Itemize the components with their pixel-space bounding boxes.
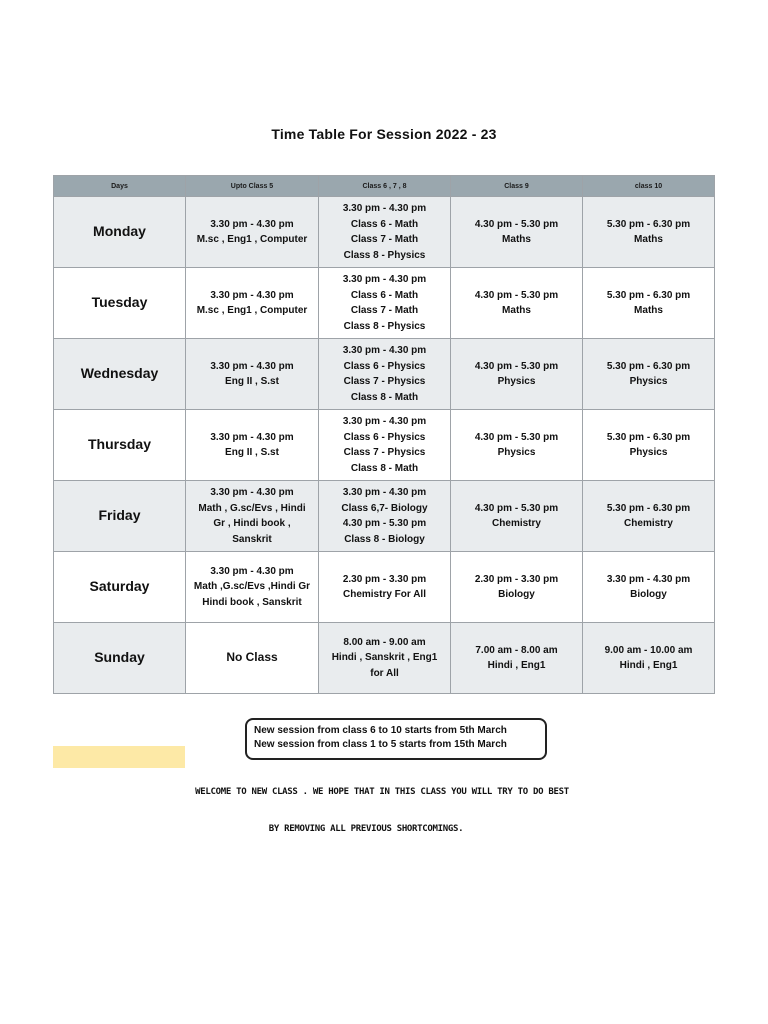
upto-class-5-cell (186, 197, 319, 268)
upto-class-5-cell (186, 481, 319, 552)
cell-line: 3.30 pm - 4.30 pm (342, 487, 427, 498)
cell-line: 3.30 pm - 4.30 pm (210, 431, 294, 443)
class-10-cell (583, 481, 715, 552)
cell-line: 3.30 pm - 4.30 pm (606, 573, 691, 585)
cell-line: 4.30 pm - 5.30 pm (474, 218, 559, 230)
table-row (54, 552, 715, 623)
upto-class-5-cell (186, 339, 319, 410)
cell-line: Class 6 - Math (350, 289, 419, 301)
cell-line: 5.30 pm - 6.30 pm (606, 360, 691, 372)
table-row (54, 623, 715, 694)
table-row (54, 339, 715, 410)
class-6-7-8-cell (319, 410, 451, 481)
cell-line: 3.30 pm - 4.30 pm (210, 218, 294, 230)
cell-line: 4.30 pm - 5.30 pm (474, 502, 559, 514)
cell-line: 3.30 pm - 4.30 pm (210, 289, 294, 301)
day-cell: Wednesday (54, 339, 186, 410)
table-row (54, 410, 715, 481)
cell-line: Gr , Hindi book , (213, 518, 291, 529)
table-row (54, 268, 715, 339)
cell-line: Math ,G.sc/Evs ,Hindi Gr (193, 581, 311, 593)
cell-line: Class 8 - Physics (343, 249, 426, 261)
class-6-7-8-cell (319, 197, 451, 268)
cell-line: Class 6 - Physics (343, 360, 426, 372)
class-10-cell (583, 623, 715, 694)
cell-line: Maths (634, 305, 663, 316)
cell-line: Class 8 - Physics (343, 320, 426, 332)
cell-line: Hindi , Eng1 (619, 660, 678, 671)
cell-line: Eng II , S.st (225, 447, 279, 458)
cell-line: 3.30 pm - 4.30 pm (210, 487, 294, 498)
notice-line: New session from class 6 to 10 starts from 5th March (254, 725, 507, 736)
cell-line: 5.30 pm - 6.30 pm (606, 431, 691, 443)
cell-line: Hindi , Sanskrit , Eng1 (331, 652, 438, 664)
cell-line: 4.30 pm - 5.30 pm (474, 360, 559, 372)
cell-line: 3.30 pm - 4.30 pm (342, 274, 427, 285)
timetable (53, 175, 715, 694)
cell-line: for All (370, 667, 399, 679)
cell-line: 5.30 pm - 6.30 pm (606, 289, 691, 301)
cell-line: M.sc , Eng1 , Computer (196, 305, 308, 316)
class-9-cell (451, 197, 583, 268)
cell-line: 3.30 pm - 4.30 pm (210, 565, 294, 577)
cell-line: Physics (497, 376, 536, 387)
cell-line: Maths (502, 305, 531, 316)
header-days: Days (54, 176, 186, 197)
cell-line: 4.30 pm - 5.30 pm (474, 289, 559, 301)
upto-class-5-cell (186, 623, 319, 694)
cell-line: 3.30 pm - 4.30 pm (342, 203, 427, 214)
class-9-cell (451, 552, 583, 623)
cell-line: Eng II , S.st (225, 376, 279, 387)
cell-line: Class 8 - Math (350, 391, 419, 403)
cell-line: Class 6,7- Biology (341, 502, 428, 514)
class-6-7-8-cell (319, 623, 451, 694)
session-notice-box (245, 718, 547, 760)
table-header-row (54, 176, 715, 197)
class-10-cell (583, 268, 715, 339)
cell-line: Biology (498, 589, 535, 600)
cell-line: 2.30 pm - 3.30 pm (474, 573, 559, 585)
cell-line: Class 8 - Biology (344, 533, 425, 545)
class-9-cell (451, 481, 583, 552)
day-cell: Tuesday (54, 268, 186, 339)
header-class-6-7-8: Class 6 , 7 , 8 (319, 176, 451, 197)
cell-line: Maths (502, 234, 531, 245)
class-6-7-8-cell (319, 268, 451, 339)
cell-line: 9.00 am - 10.00 am (604, 644, 693, 656)
cell-line: Math , G.sc/Evs , Hindi (198, 502, 306, 514)
day-cell: Monday (54, 197, 186, 268)
cell-line: 3.30 pm - 4.30 pm (342, 416, 427, 427)
welcome-line-1: WELCOME TO NEW CLASS . WE HOPE THAT IN THIS CLASS YOU WILL TRY TO DO BEST (195, 787, 569, 797)
class-6-7-8-cell (319, 481, 451, 552)
table-row (54, 481, 715, 552)
cell-line: 4.30 pm - 5.30 pm (342, 518, 427, 529)
table-row (54, 197, 715, 268)
cell-line: Class 7 - Math (350, 234, 419, 245)
cell-line: Physics (497, 447, 536, 458)
cell-line: Class 7 - Physics (343, 447, 426, 458)
upto-class-5-cell (186, 268, 319, 339)
cell-line: Class 7 - Math (350, 305, 419, 316)
day-cell: Friday (54, 481, 186, 552)
cell-line: Class 6 - Physics (343, 431, 426, 443)
header-class-10: class 10 (583, 176, 715, 197)
class-6-7-8-cell (319, 339, 451, 410)
cell-line: Hindi , Eng1 (487, 660, 546, 671)
cell-line: 2.30 pm - 3.30 pm (342, 573, 427, 585)
cell-line: M.sc , Eng1 , Computer (196, 234, 308, 245)
class-9-cell (451, 268, 583, 339)
class-10-cell (583, 197, 715, 268)
day-cell: Saturday (54, 552, 186, 623)
cell-line: Chemistry For All (343, 589, 426, 600)
class-10-cell (583, 552, 715, 623)
cell-line: 5.30 pm - 6.30 pm (606, 218, 691, 230)
cell-line: Maths (634, 234, 663, 245)
cell-line: 5.30 pm - 6.30 pm (606, 502, 691, 514)
class-6-7-8-cell (319, 552, 451, 623)
cell-line: 7.00 am - 8.00 am (475, 644, 558, 656)
class-9-cell (451, 339, 583, 410)
class-9-cell (451, 623, 583, 694)
header-upto-class-5: Upto Class 5 (186, 176, 319, 197)
day-cell: Sunday (54, 623, 186, 694)
class-9-cell (451, 410, 583, 481)
upto-class-5-cell (186, 552, 319, 623)
page-title: Time Table For Session 2022 - 23 (271, 126, 497, 142)
cell-line: 8.00 am - 9.00 am (343, 636, 426, 648)
cell-line: Chemistry (624, 518, 673, 529)
header-class-9: Class 9 (451, 176, 583, 197)
cell-line: Physics (629, 376, 668, 387)
cell-line: Hindi book , Sanskrit (202, 596, 302, 608)
welcome-line-2: BY REMOVING ALL PREVIOUS SHORTCOMINGS. (268, 824, 464, 834)
cell-line: Chemistry (492, 518, 541, 529)
upto-class-5-cell (186, 410, 319, 481)
cell-line: Physics (629, 447, 668, 458)
notice-line: New session from class 1 to 5 starts from 15th March (254, 739, 507, 750)
cell-line: Class 6 - Math (350, 218, 419, 230)
cell-line: 4.30 pm - 5.30 pm (474, 431, 559, 443)
cell-line: Class 8 - Math (350, 462, 419, 474)
class-10-cell (583, 339, 715, 410)
cell-line: Biology (630, 589, 667, 600)
highlight-bar (53, 746, 185, 768)
class-10-cell (583, 410, 715, 481)
cell-line: No Class (226, 650, 278, 665)
cell-line: Class 7 - Physics (343, 376, 426, 387)
cell-line: 3.30 pm - 4.30 pm (210, 360, 294, 372)
day-cell: Thursday (54, 410, 186, 481)
cell-line: 3.30 pm - 4.30 pm (342, 345, 427, 356)
cell-line: Sanskrit (232, 533, 272, 545)
